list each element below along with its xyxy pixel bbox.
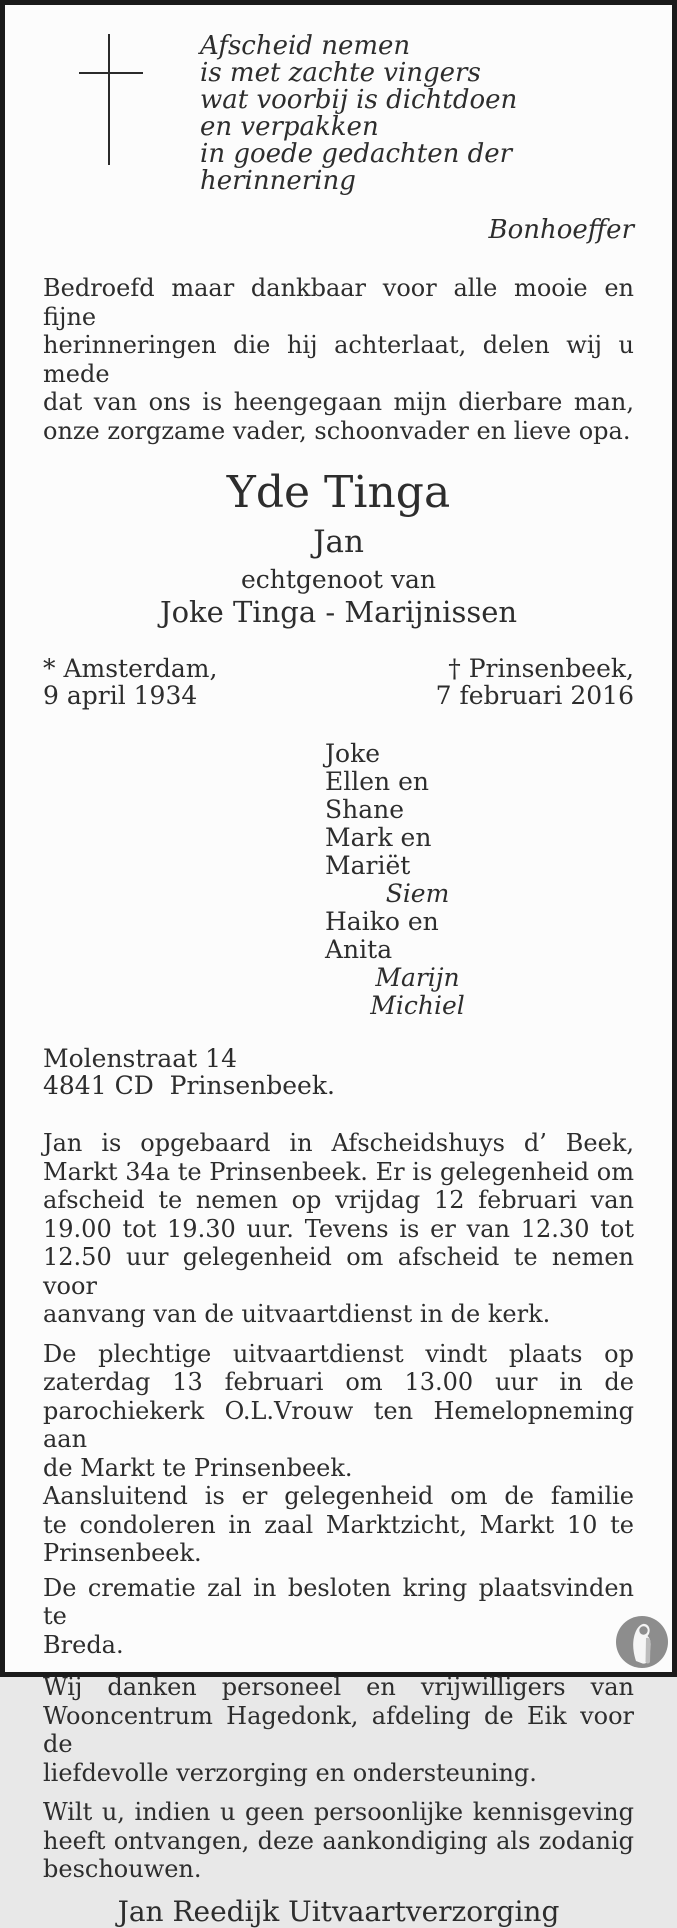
text-line: parochiekerk O.L.Vrouw ten Hemelopneming aan: [43, 1396, 634, 1453]
text-line: De crematie zal in besloten kring plaatsvinden te: [43, 1573, 634, 1630]
text-line: zaterdag 13 februari om 13.00 uur in de: [43, 1368, 634, 1396]
text-line: beschouwen.: [43, 1855, 202, 1883]
text-line: Haiko en Anita: [325, 907, 439, 964]
text-line: Afscheid nemen: [200, 31, 411, 61]
intro-paragraph: [43, 274, 634, 445]
text-line: Ellen en Shane: [325, 767, 429, 824]
address-block: [43, 1045, 634, 1099]
text-line: de Markt te Prinsenbeek.: [43, 1453, 353, 1482]
birth-death-row: [43, 655, 634, 709]
text-line: en verpakken: [200, 112, 379, 142]
text-line: Markt 34a te Prinsenbeek. Er is gelegenheid om: [43, 1157, 634, 1186]
text-line: Jan is opgebaard in Afscheidshuys d’ Beek,: [43, 1129, 634, 1157]
text-line: Wij danken personeel en vrijwilligers van: [43, 1673, 634, 1701]
text-line: herinneringen die hij achterlaat, delen wij u mede: [43, 331, 634, 388]
text-line: onze zorgzame vader, schoonvader en lieve opa.: [43, 416, 631, 445]
notice-paragraph: [43, 1798, 634, 1884]
family-names-list: [325, 740, 510, 1020]
deceased-nickname: Jan: [313, 524, 364, 560]
service-paragraph: [43, 1340, 634, 1568]
text-line: dat van ons is heengegaan mijn dierbare man,: [43, 388, 634, 416]
text-line: te condoleren in zaal Marktzicht, Markt 10 te: [43, 1510, 634, 1539]
thanks-paragraph: [43, 1673, 634, 1787]
text-line: Molenstraat 14: [43, 1044, 237, 1073]
death-info: [436, 655, 634, 709]
text-line: Siem: [385, 879, 450, 908]
text-line: 12.50 uur gelegenheid om afscheid te nemen voor: [43, 1243, 634, 1300]
text-line: Michiel: [370, 991, 465, 1020]
text-line: Prinsenbeek.: [43, 1539, 202, 1567]
text-line: 9 april 1934: [43, 681, 198, 710]
funeral-home-logo-icon: [616, 1616, 668, 1668]
text-line: 4841 CD Prinsenbeek.: [43, 1071, 335, 1100]
text-line: Bedroefd maar dankbaar voor alle mooie en fijne: [43, 274, 634, 331]
wake-paragraph: [43, 1129, 634, 1329]
text-line: Marijn: [375, 963, 460, 992]
text-line: † Prinsenbeek,: [448, 654, 634, 683]
text-line: 19.00 tot 19.30 uur. Tevens is er van 12.30 tot: [43, 1214, 634, 1243]
cremation-paragraph: [43, 1574, 634, 1660]
relation-label: echtgenoot van: [240, 565, 437, 594]
cross-icon: [76, 32, 146, 167]
poem-author: Bonhoeffer: [488, 215, 634, 245]
text-line: Joke: [325, 739, 381, 768]
birth-info: [43, 655, 217, 709]
text-line: Wooncentrum Hagedonk, afdeling de Eik voor de: [43, 1701, 634, 1758]
text-line: heeft ontvangen, deze aankondiging als zodanig: [43, 1826, 634, 1855]
text-line: De plechtige uitvaartdienst vindt plaats op: [43, 1339, 634, 1368]
text-line: 7 februari 2016: [435, 681, 634, 710]
spouse-name: Joke Tinga - Marijnissen: [159, 595, 518, 629]
funeral-home-signature: Jan Reedijk Uitvaartverzorging: [117, 1894, 560, 1928]
poem: [200, 33, 634, 195]
text-line: * Amsterdam,: [43, 654, 218, 683]
text-line: aanvang van de uitvaartdienst in de kerk.: [43, 1300, 551, 1328]
text-line: Mark en Mariët: [325, 823, 432, 880]
text-line: Aansluitend is er gelegenheid om de familie: [43, 1482, 634, 1510]
text-line: liefdevolle verzorging en ondersteuning.: [43, 1758, 537, 1787]
deceased-name: Yde Tinga: [226, 467, 451, 518]
text-line: afscheid te nemen op vrijdag 12 februari van: [43, 1186, 634, 1214]
text-line: is met zachte vingers: [200, 58, 481, 88]
text-line: Wilt u, indien u geen persoonlijke kennisgeving: [43, 1798, 634, 1826]
text-line: Breda.: [43, 1630, 124, 1659]
text-line: in goede gedachten der herinnering: [200, 139, 513, 196]
text-line: wat voorbij is dichtdoen: [200, 85, 518, 115]
